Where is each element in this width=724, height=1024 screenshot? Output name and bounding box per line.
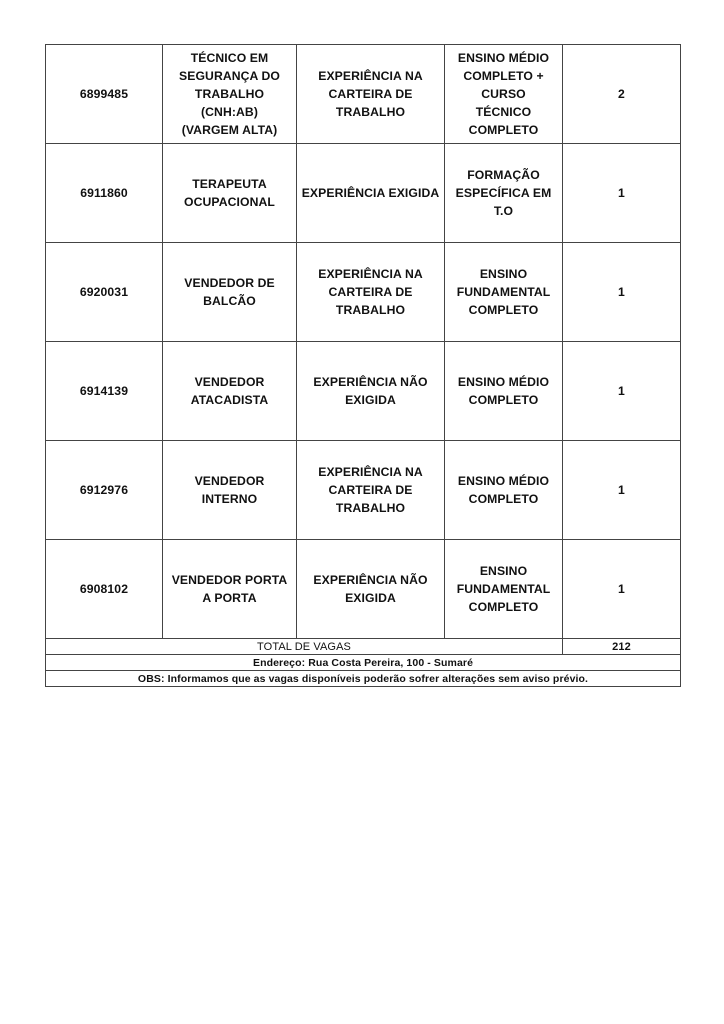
job-code-cell: 6899485 xyxy=(46,45,163,144)
job-role-cell: TERAPEUTA OCUPACIONAL xyxy=(163,144,297,243)
notice-text: OBS: Informamos que as vagas disponíveis poderão sofrer alterações sem aviso prévio. xyxy=(46,671,681,687)
job-code-cell: 6911860 xyxy=(46,144,163,243)
notice-row xyxy=(46,671,681,687)
address-row xyxy=(46,655,681,671)
job-code-cell: 6920031 xyxy=(46,243,163,342)
job-education-cell: ENSINO MÉDIO COMPLETO xyxy=(445,441,563,540)
total-value: 212 xyxy=(563,639,681,655)
job-role-cell: VENDEDOR ATACADISTA xyxy=(163,342,297,441)
job-listing-page xyxy=(45,44,680,687)
job-vacancies-cell: 2 xyxy=(563,45,681,144)
job-vacancies-cell: 1 xyxy=(563,342,681,441)
job-education-cell: ENSINO FUNDAMENTAL COMPLETO xyxy=(445,243,563,342)
job-vacancies-table xyxy=(45,44,681,687)
job-vacancies-cell: 1 xyxy=(563,243,681,342)
table-row xyxy=(46,342,681,441)
table-row xyxy=(46,441,681,540)
job-code-cell: 6912976 xyxy=(46,441,163,540)
table-row xyxy=(46,540,681,639)
job-role-cell: TÉCNICO EM SEGURANÇA DO TRABALHO (CNH:AB) (VARGEM ALTA) xyxy=(163,45,297,144)
job-vacancies-cell: 1 xyxy=(563,441,681,540)
address-text: Endereço: Rua Costa Pereira, 100 - Sumaré xyxy=(46,655,681,671)
table-row xyxy=(46,243,681,342)
job-role-cell: VENDEDOR PORTA A PORTA xyxy=(163,540,297,639)
job-role-cell: VENDEDOR DE BALCÃO xyxy=(163,243,297,342)
job-education-cell: FORMAÇÃO ESPECÍFICA EM T.O xyxy=(445,144,563,243)
job-education-cell: ENSINO MÉDIO COMPLETO xyxy=(445,342,563,441)
job-experience-cell: EXPERIÊNCIA NÃO EXIGIDA xyxy=(297,540,445,639)
job-experience-cell: EXPERIÊNCIA EXIGIDA xyxy=(297,144,445,243)
job-code-cell: 6908102 xyxy=(46,540,163,639)
job-vacancies-cell: 1 xyxy=(563,540,681,639)
total-row xyxy=(46,639,681,655)
job-role-cell: VENDEDOR INTERNO xyxy=(163,441,297,540)
job-experience-cell: EXPERIÊNCIA NÃO EXIGIDA xyxy=(297,342,445,441)
total-label: TOTAL DE VAGAS xyxy=(46,639,563,655)
job-education-cell: ENSINO FUNDAMENTAL COMPLETO xyxy=(445,540,563,639)
job-experience-cell: EXPERIÊNCIA NA CARTEIRA DE TRABALHO xyxy=(297,243,445,342)
job-education-cell: ENSINO MÉDIO COMPLETO + CURSO TÉCNICO COMPLETO xyxy=(445,45,563,144)
job-experience-cell: EXPERIÊNCIA NA CARTEIRA DE TRABALHO xyxy=(297,441,445,540)
job-code-cell: 6914139 xyxy=(46,342,163,441)
table-row xyxy=(46,45,681,144)
job-vacancies-cell: 1 xyxy=(563,144,681,243)
job-experience-cell: EXPERIÊNCIA NA CARTEIRA DE TRABALHO xyxy=(297,45,445,144)
table-row xyxy=(46,144,681,243)
